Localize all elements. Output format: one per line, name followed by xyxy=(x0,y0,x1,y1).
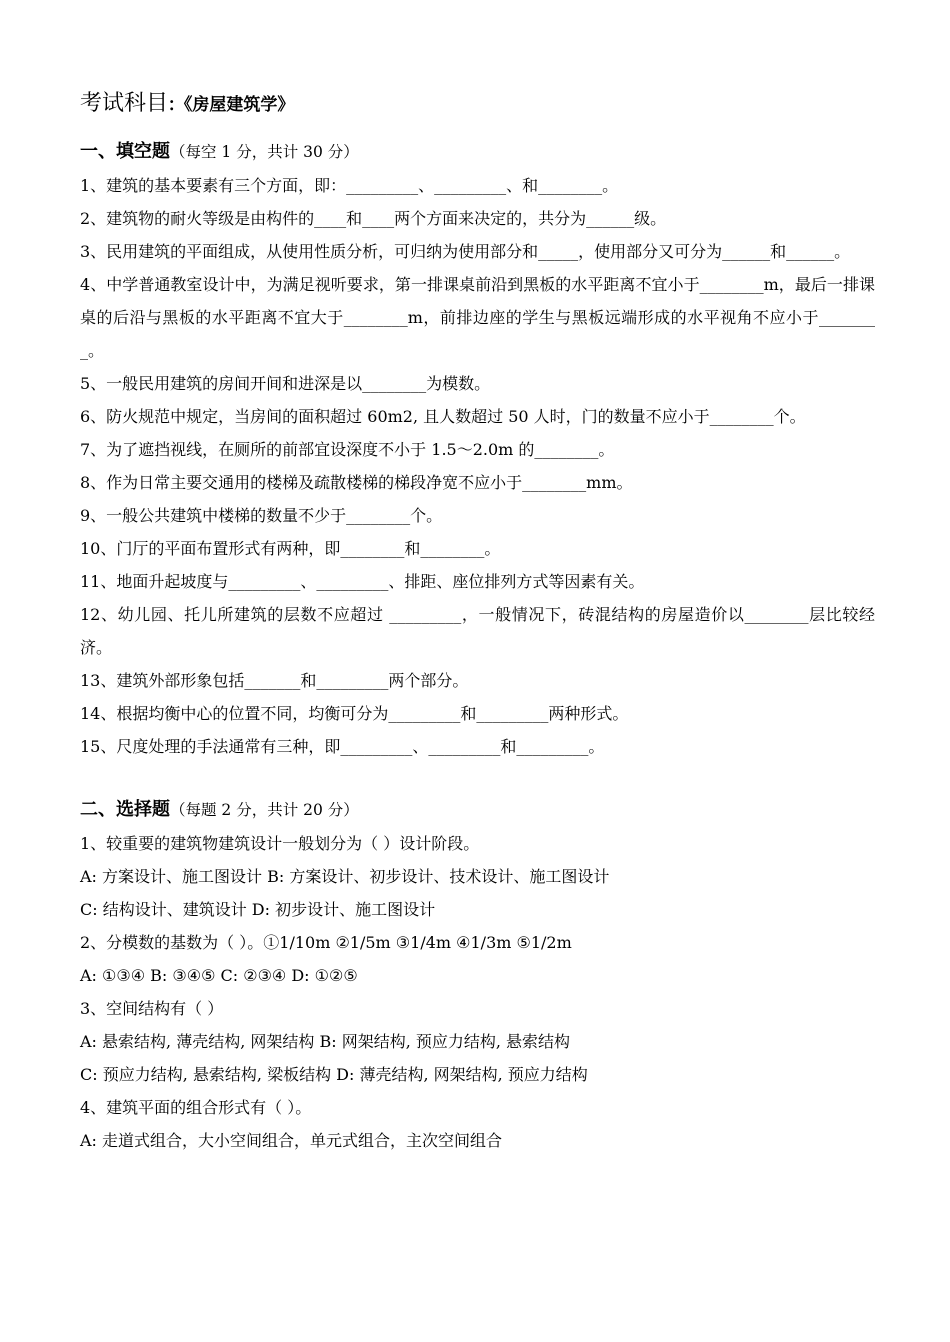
choice-options-3ab: A: 悬索结构, 薄壳结构, 网架结构 B: 网架结构, 预应力结构, 悬索结构 xyxy=(80,1032,571,1051)
choice-question-2: 2、分模数的基数为（ ）。①1/10m ②1/5m ③1/4m ④1/3m ⑤1/2m xyxy=(80,933,572,952)
choice-section-note: （每题 2 分，共计 20 分） xyxy=(170,801,359,819)
choice-section-heading: 二、选择题 xyxy=(80,799,170,820)
choice-options-1cd: C: 结构设计、建筑设计 D: 初步设计、施工图设计 xyxy=(80,900,436,919)
fill-question-1: 1、建筑的基本要素有三个方面，即：_________、_________、和________。 xyxy=(80,176,619,195)
fill-question-13: 13、建筑外部形象包括_______和_________两个部分。 xyxy=(80,671,469,690)
choice-options-2: A: ①③④ B: ③④⑤ C: ②③④ D: ①②⑤ xyxy=(80,966,358,985)
fill-question-10: 10、门厅的平面布置形式有两种，即________和________。 xyxy=(80,539,501,558)
choice-question-3: 3、空间结构有（ ） xyxy=(80,999,224,1018)
fill-section-note: （每空 1 分，共计 30 分） xyxy=(170,143,359,161)
fill-question-15: 15、尺度处理的手法通常有三种，即_________、_________和_________。 xyxy=(80,737,605,756)
fill-question-8: 8、作为日常主要交通用的楼梯及疏散楼梯的梯段净宽不应小于________mm。 xyxy=(80,473,633,492)
choice-question-1: 1、较重要的建筑物建筑设计一般划分为（ ）设计阶段。 xyxy=(80,834,480,853)
fill-question-14: 14、根据均衡中心的位置不同，均衡可分为_________和_________两种形式。 xyxy=(80,704,629,723)
subject-name: 《房屋建筑学》 xyxy=(175,95,295,115)
fill-question-11: 11、地面升起坡度与_________、_________、排距、座位排列方式等因素有关。 xyxy=(80,572,645,591)
fill-question-6: 6、防火规范中规定，当房间的面积超过 60m2, 且人数超过 50 人时，门的数量不应小于________个。 xyxy=(80,407,806,426)
fill-question-7: 7、为了遮挡视线，在厕所的前部宜设深度不小于 1.5～2.0m 的________。 xyxy=(80,440,615,459)
exam-page xyxy=(80,86,875,1157)
choice-question-list xyxy=(80,827,875,1157)
fill-section-heading: 一、填空题 xyxy=(80,141,170,162)
fill-question-5: 5、一般民用建筑的房间开间和进深是以________为模数。 xyxy=(80,374,491,393)
choice-options-3cd: C: 预应力结构, 悬索结构, 梁板结构 D: 薄壳结构, 网架结构, 预应力结构 xyxy=(80,1065,588,1084)
fill-question-12: 12、幼儿园、托儿所建筑的层数不应超过 _________，一般情况下，砖混结构的房屋造价以________层比较经济。 xyxy=(80,605,875,657)
fill-question-3: 3、民用建筑的平面组成，从使用性质分析，可归纳为使用部分和_____，使用部分又可分为______和______。 xyxy=(80,242,851,261)
fill-section-title xyxy=(80,137,875,167)
choice-section-title xyxy=(80,795,875,825)
choice-options-1ab: A: 方案设计、施工图设计 B: 方案设计、初步设计、技术设计、施工图设计 xyxy=(80,867,610,886)
section-spacer xyxy=(80,763,875,795)
fill-question-9: 9、一般公共建筑中楼梯的数量不少于________个。 xyxy=(80,506,443,525)
subject-label: 考试科目: xyxy=(80,91,176,116)
fill-question-list xyxy=(80,169,875,763)
choice-options-4a: A: 走道式组合，大小空间组合，单元式组合，主次空间组合 xyxy=(80,1131,503,1150)
exam-subject xyxy=(80,86,875,123)
fill-question-4: 4、中学普通教室设计中，为满足视听要求，第一排课桌前沿到黑板的水平距离不宜小于________m，最后一排课桌的后沿与黑板的水平距离不宜大于________m，前排边座的学生与黑板远端形成的水平视角不应小于________。 xyxy=(80,275,875,360)
fill-question-2: 2、建筑物的耐火等级是由构件的____和____两个方面来决定的，共分为______级。 xyxy=(80,209,667,228)
choice-question-4: 4、建筑平面的组合形式有（ ）。 xyxy=(80,1098,312,1117)
